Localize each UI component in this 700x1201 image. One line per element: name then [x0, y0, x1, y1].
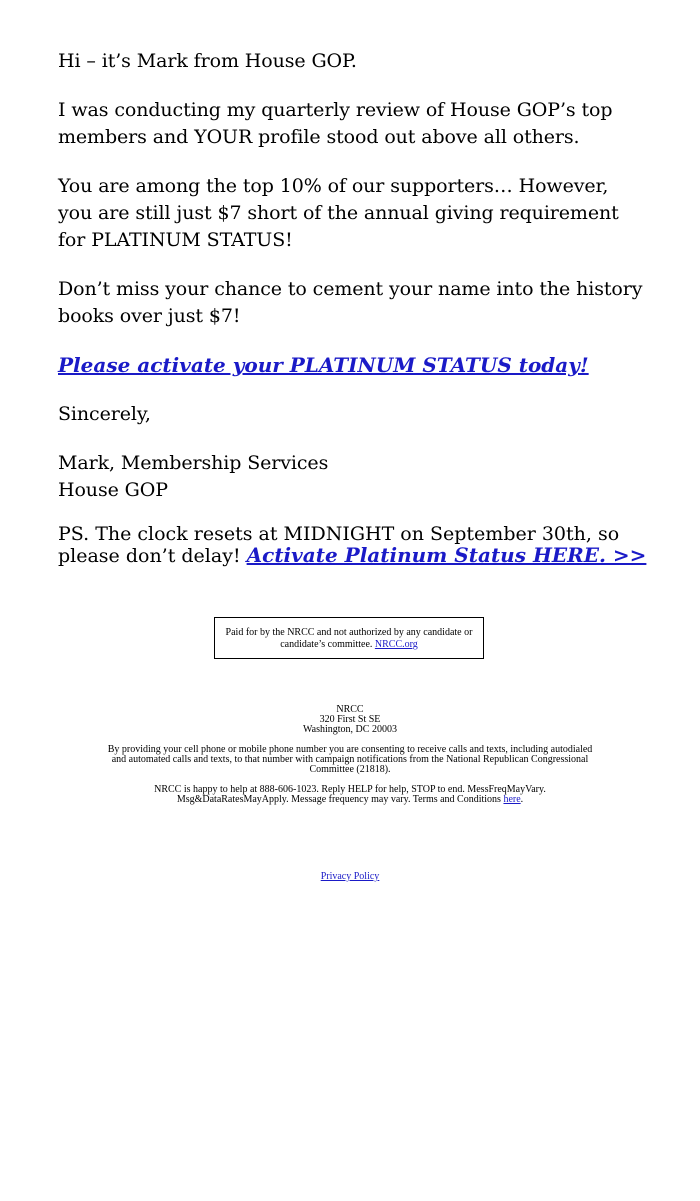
signature-org: House GOP	[58, 479, 168, 501]
signature-name: Mark, Membership Services	[58, 452, 329, 474]
footer-street: 320 First St SE	[319, 714, 381, 725]
signature	[58, 450, 648, 504]
footer-city: Washington, DC 20003	[303, 724, 397, 735]
terms-here-link[interactable]: here	[503, 794, 521, 805]
privacy-policy-link[interactable]: Privacy Policy	[320, 871, 380, 882]
paragraph-review: I was conducting my quarterly review of House GOP’s top members and YOUR profile stood out above all others.	[58, 99, 613, 148]
footer-org: NRCC	[336, 704, 364, 715]
paid-for-disclaimer	[214, 617, 484, 659]
ps-paragraph	[58, 524, 648, 567]
disclaimer-text: Paid for by the NRCC and not authorized by any candidate or candidate’s committee.	[225, 627, 473, 650]
email-body	[58, 48, 648, 567]
footer-privacy	[100, 872, 600, 882]
footer-address	[100, 705, 600, 735]
nrcc-org-link[interactable]: NRCC.org	[374, 639, 418, 650]
footer-help: NRCC is happy to help at 888-606-1023. Reply HELP for help, STOP to end. MessFreqMayVary. Msg&DataRatesMayApply. Message frequency may vary. Terms and Conditions here.	[100, 785, 600, 805]
activate-platinum-link[interactable]: Please activate your PLATINUM STATUS today!	[58, 353, 589, 377]
closing-text: Sincerely,	[58, 403, 151, 425]
ps-text: PS. The clock resets at MIDNIGHT on September 30th, so please don’t delay!	[58, 523, 620, 567]
greeting-text: Hi – it’s Mark from House GOP.	[58, 50, 357, 72]
activate-platinum-here-link[interactable]: Activate Platinum Status HERE. >>	[246, 543, 647, 567]
cta-paragraph	[58, 352, 648, 379]
paragraph-history: Don’t miss your chance to cement your name into the history books over just $7!	[58, 278, 643, 327]
footer-consent: By providing your cell phone or mobile phone number you are consenting to receive calls and texts, including autodialed and automated calls and texts, to that number with campaign notifications from the National Republican Congressional Committee (21818).	[107, 744, 593, 775]
footer-help-line1: NRCC is happy to help at 888-606-1023. Reply HELP for help, STOP to end. MessFreqMayVary.	[154, 784, 546, 795]
paragraph-status: You are among the top 10% of our supporters… However, you are still just $7 short of the annual giving requirement for PLATINUM STATUS!	[58, 175, 619, 251]
footer-help-line2: Msg&DataRatesMayApply. Message frequency may vary. Terms and Conditions	[176, 794, 501, 805]
